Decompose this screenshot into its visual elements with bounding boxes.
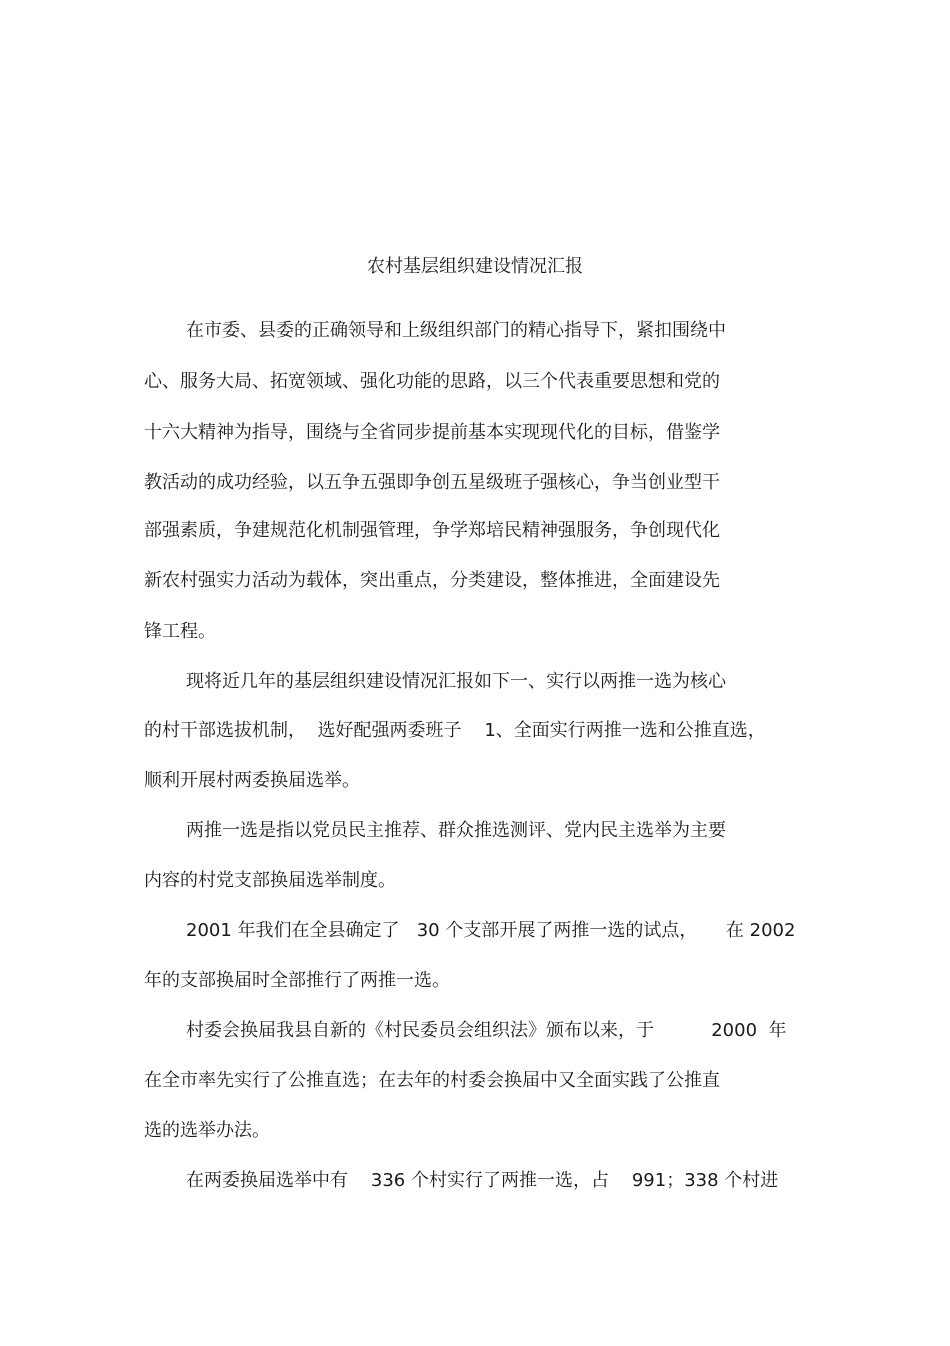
paragraph-line: 内容的村党支部换届选举制度。	[144, 870, 396, 891]
paragraph-line: 部强素质，争建规范化机制强管理，争学郑培民精神强服务，争创现代化	[144, 520, 720, 541]
paragraph-line: 在市委、县委的正确领导和上级组织部门的精心指导下，紧扣围绕中	[186, 320, 726, 341]
paragraph-line: 选的选举办法。	[144, 1120, 270, 1141]
paragraph-line: 两推一选是指以党员民主推荐、群众推选测评、党内民主选举为主要	[186, 820, 726, 841]
document-title: 农村基层组织建设情况汇报	[367, 256, 583, 277]
paragraph-line: 心、服务大局、拓宽领域、强化功能的思路，以三个代表重要思想和党的	[144, 371, 720, 392]
paragraph-line: 2001 年我们在全县确定了 30 个支部开展了两推一选的试点， 在 2002	[186, 920, 796, 941]
paragraph-line: 年的支部换届时全部推行了两推一选。	[144, 970, 450, 991]
paragraph-line: 十六大精神为指导，围绕与全省同步提前基本实现现代化的目标，借鉴学	[144, 422, 720, 443]
paragraph-line: 新农村强实力活动为载体，突出重点，分类建设，整体推进，全面建设先	[144, 570, 720, 591]
paragraph-line: 在全市率先实行了公推直选；在去年的村委会换届中又全面实践了公推直	[144, 1070, 720, 1091]
paragraph-line: 顺利开展村两委换届选举。	[144, 770, 360, 791]
paragraph-line: 的村干部选拔机制， 选好配强两委班子 1、全面实行两推一选和公推直选，	[144, 720, 766, 741]
paragraph-line: 锋工程。	[144, 621, 216, 642]
paragraph-line: 村委会换届我县自新的《村民委员会组织法》颁布以来，于 2000 年	[186, 1020, 787, 1041]
paragraph-line: 现将近几年的基层组织建设情况汇报如下一、实行以两推一选为核心	[186, 671, 726, 692]
paragraph-line: 教活动的成功经验，以五争五强即争创五星级班子强核心，争当创业型干	[144, 472, 720, 493]
paragraph-line: 在两委换届选举中有 336 个村实行了两推一选，占 991；338 个村进	[186, 1170, 779, 1191]
